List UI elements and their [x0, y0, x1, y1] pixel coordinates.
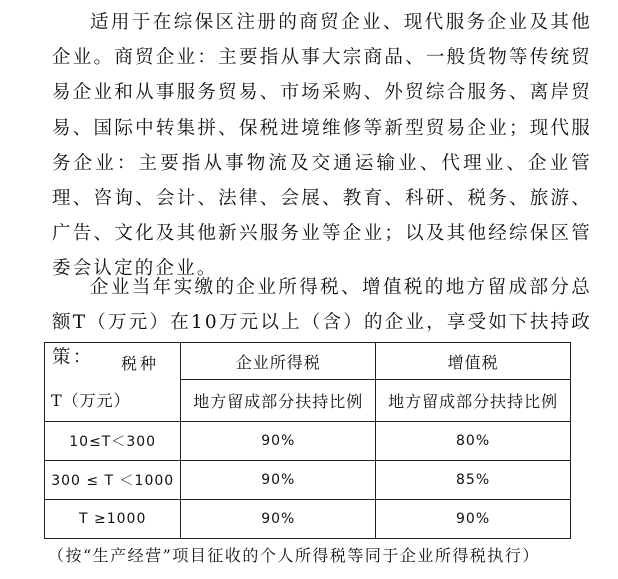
table-row [45, 500, 571, 539]
row-vat: 90% [376, 500, 571, 539]
intro-paragraph: 适用于在综保区注册的商贸企业、现代服务企业及其他企业。商贸企业：主要指从事大宗商品、一般货物等传统贸易企业和从事服务贸易、市场采购、外贸综合服务、离岸贸易、国际中转集拼、保税进境维修等新型贸易企业；现代服务企业：主要指从事物流及交通运输业、代理业、企业管理、咨询、会计、法律、会展、教育、科研、税务、旅游、广告、文化及其他新兴服务业等企业；以及其他经综保区管委会认定的企业。 [52, 12, 592, 280]
col-vat-title: 增值税 [376, 343, 571, 380]
row-range: 10≤T＜300 [45, 422, 181, 461]
table-row [45, 422, 571, 461]
header-range: T（万元） [51, 391, 131, 410]
row-income-tax: 90% [181, 500, 376, 539]
row-range: T ≥1000 [45, 500, 181, 539]
policy-paragraph: 企业当年实缴的企业所得税、增值税的地方留成部分总额T（万元）在10万元以上（含）的企业，享受如下扶持政策： [52, 277, 592, 369]
row-vat: 80% [376, 422, 571, 461]
header-corner-cell [45, 343, 181, 422]
col-income-tax-title: 企业所得税 [181, 343, 376, 380]
table-header-row [45, 343, 571, 380]
row-income-tax: 90% [181, 461, 376, 500]
table-row [45, 461, 571, 500]
header-tax-type: 税种 [121, 354, 160, 373]
col-income-tax-subtitle: 地方留成部分扶持比例 [181, 380, 376, 422]
row-vat: 85% [376, 461, 571, 500]
support-policy-table [44, 342, 571, 539]
footnote: （按“生产经营”项目征收的个人所得税等同于企业所得税执行） [48, 546, 540, 565]
row-income-tax: 90% [181, 422, 376, 461]
col-vat-subtitle: 地方留成部分扶持比例 [376, 380, 571, 422]
row-range: 300 ≤ T ＜1000 [45, 461, 181, 500]
